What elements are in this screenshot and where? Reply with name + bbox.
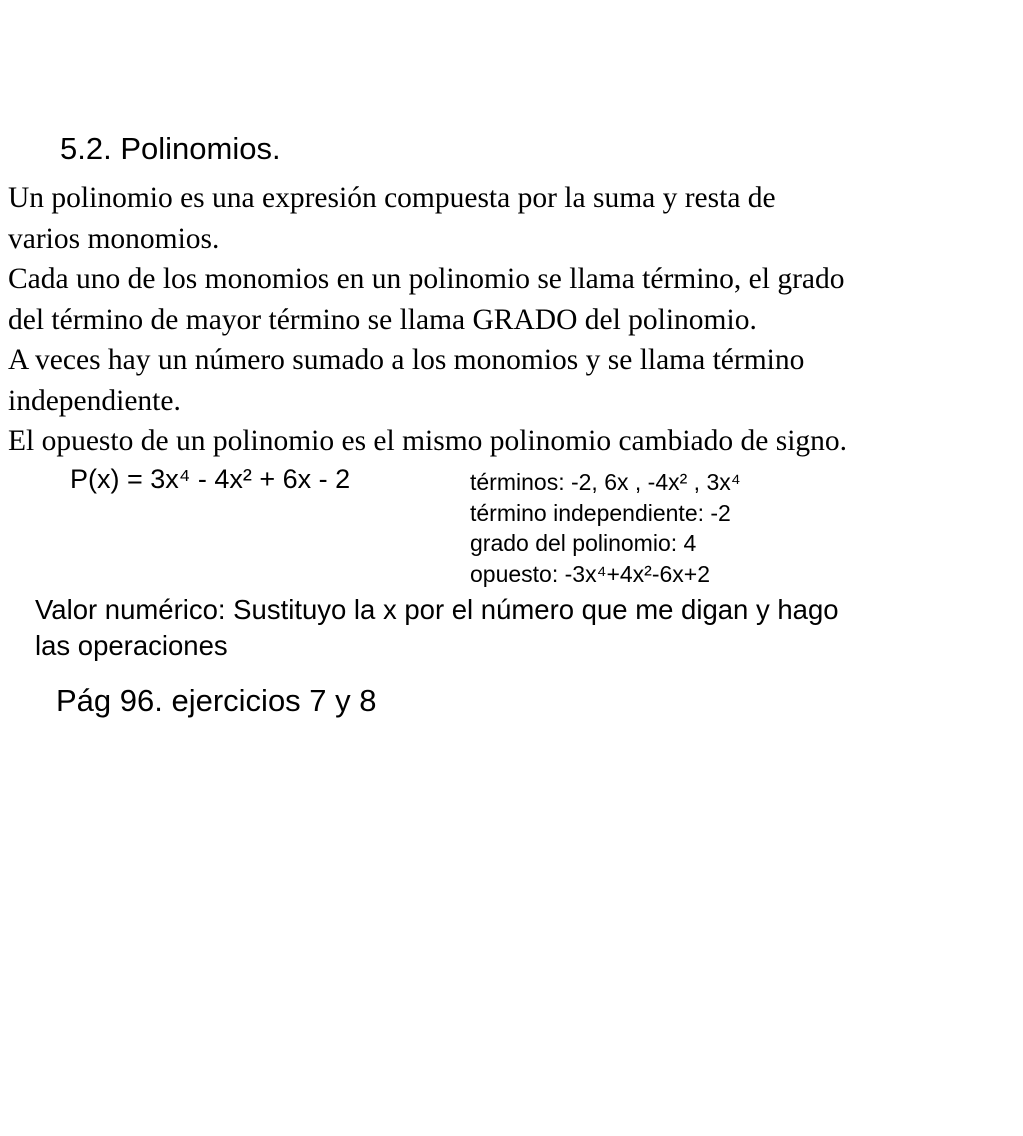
numeric-value-line: Valor numérico: Sustituyo la x por el número que me digan y hago — [35, 594, 839, 625]
degree-line: grado del polinomio: 4 — [470, 530, 697, 556]
definition-line: Cada uno de los monomios en un polinomio se llama término, el grado — [8, 263, 845, 295]
numeric-value-note — [35, 592, 839, 664]
definition-line: El opuesto de un polinomio es el mismo polinomio cambiado de signo. — [8, 425, 848, 457]
definition-line: A veces hay un número sumado a los monomios y se llama término — [8, 344, 805, 376]
numeric-value-line: las operaciones — [35, 630, 228, 661]
section-title: 5.2. Polinomios. — [60, 131, 281, 166]
definition-line: Un polinomio es una expresión compuesta por la suma y resta de — [8, 182, 776, 214]
opposite-line: opuesto: -3x⁴+4x²-6x+2 — [470, 560, 711, 587]
definition-line: del término de mayor término se llama GRADO del polinomio. — [8, 303, 757, 336]
polynomial-properties — [470, 467, 741, 589]
polynomial-expression: P(x) = 3x⁴ - 4x² + 6x - 2 — [70, 464, 351, 494]
terms-line: términos: -2, 6x , -4x² , 3x⁴ — [470, 469, 741, 495]
definition-line: varios monomios. — [8, 222, 220, 255]
definition-block — [8, 178, 1018, 462]
exercise-reference: Pág 96. ejercicios 7 y 8 — [56, 683, 377, 718]
definition-line: independiente. — [8, 384, 181, 417]
independent-term-line: término independiente: -2 — [470, 499, 731, 526]
